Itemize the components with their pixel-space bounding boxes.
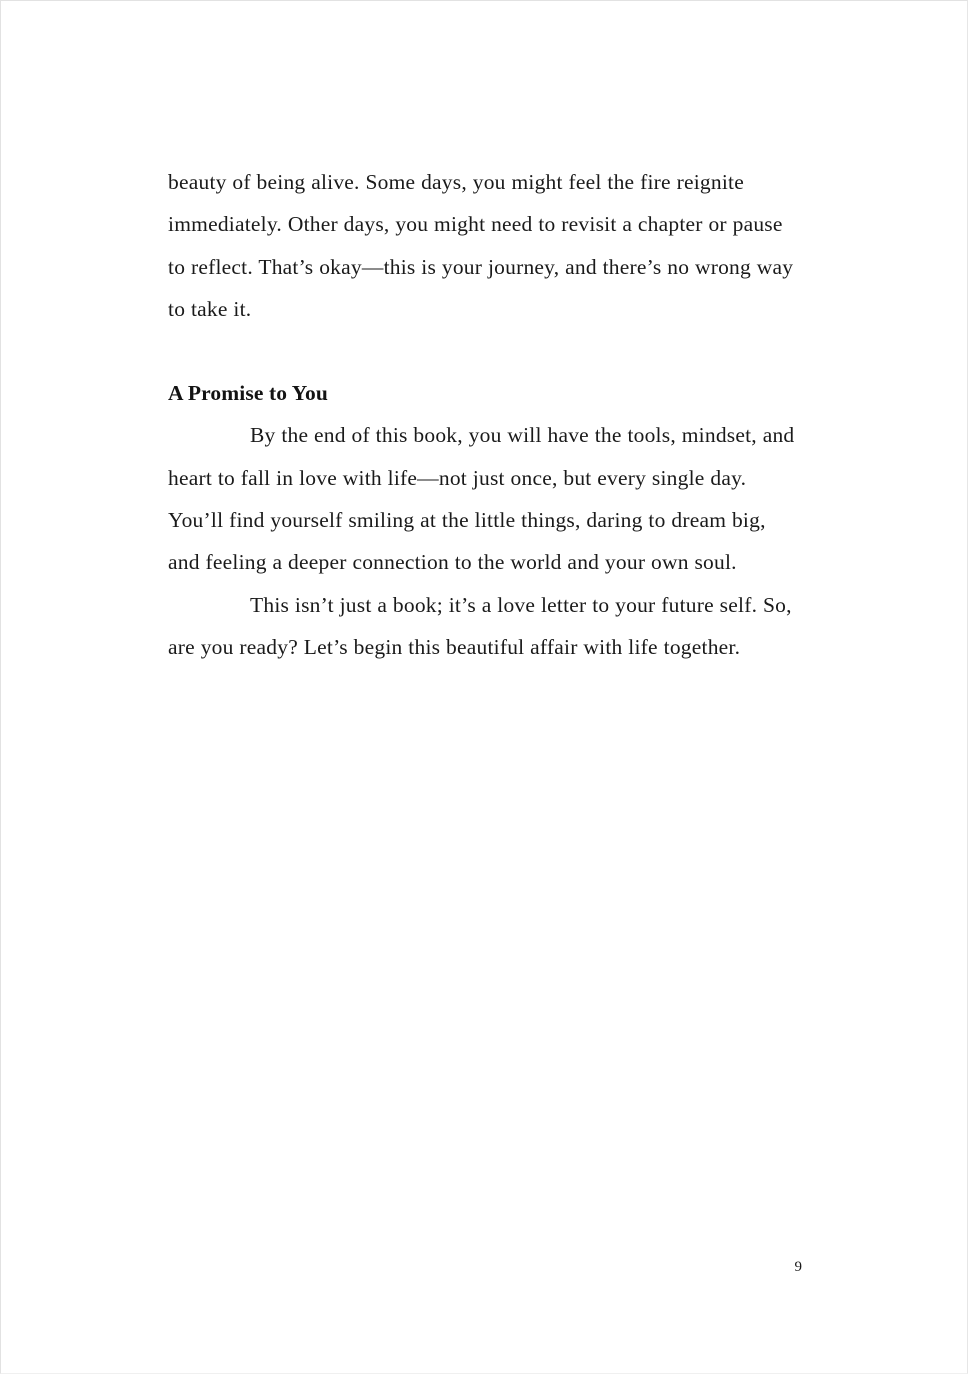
paragraph-continuation: beauty of being alive. Some days, you might feel the fire reignite immediately. Other days, you might need to revisit a chapter or pause to reflect. That’s okay—this is your journey, and there’s no wrong way to take it. <box>168 170 794 321</box>
paragraph-promise-1: By the end of this book, you will have the tools, mindset, and heart to fall in love with life—not just once, but every single day. You’ll find yourself smiling at the little things, daring to dream big, and feeling a deeper connection to the world and your own soul. <box>168 423 795 575</box>
paragraph-spacer <box>168 330 802 372</box>
text-column <box>168 161 802 668</box>
paragraph-promise-2: This isn’t just a book; it’s a love letter to your future self. So, are you ready? Let’s begin this beautiful affair with life together. <box>168 592 792 659</box>
page-number: 9 <box>794 1259 802 1275</box>
section-heading-a-promise-to-you: A Promise to You <box>168 381 328 406</box>
